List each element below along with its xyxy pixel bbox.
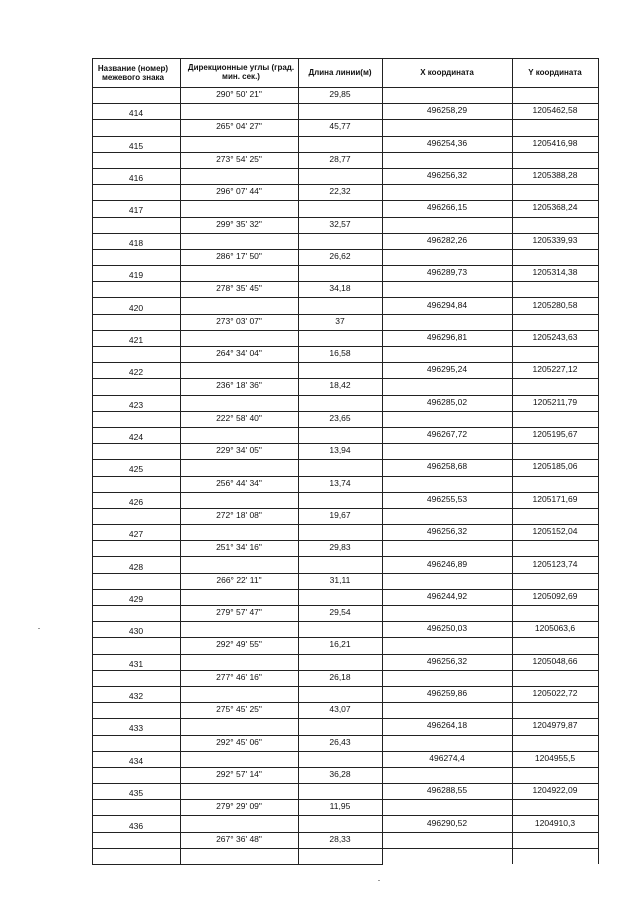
line-length: 29,83 (329, 542, 351, 552)
y-coordinate: 1205339,93 (532, 235, 578, 245)
row-line (92, 249, 599, 250)
x-coordinate: 496256,32 (426, 656, 468, 666)
header-divider (92, 87, 599, 88)
header-length: Длина линии(м) (308, 68, 372, 77)
y-coordinate: 1205152,04 (532, 526, 578, 536)
line-length: 26,62 (329, 251, 351, 261)
direction-angle: 299° 35' 32" (216, 219, 262, 229)
row-line (92, 686, 599, 687)
row-line (92, 718, 599, 719)
point-name: 422 (128, 367, 144, 377)
point-name: 432 (128, 691, 144, 701)
row-line (92, 751, 599, 752)
point-name: 425 (128, 464, 144, 474)
line-length: 16,58 (329, 348, 351, 358)
point-name: 427 (128, 529, 144, 539)
row-line (92, 702, 599, 703)
row-line (92, 654, 599, 655)
direction-angle: 292° 49' 55" (216, 639, 262, 649)
y-coordinate: 1205314,38 (532, 267, 578, 277)
y-coordinate: 1205195,67 (532, 429, 578, 439)
row-line (92, 411, 599, 412)
row-line (92, 492, 599, 493)
header-name: Название (номер) межевого знака (97, 64, 169, 82)
direction-angle: 292° 45' 06" (216, 737, 262, 747)
row-line (92, 832, 599, 833)
line-length: 11,95 (329, 801, 351, 811)
direction-angle: 236° 18' 36" (216, 380, 262, 390)
x-coordinate: 496294,84 (426, 300, 468, 310)
x-coordinate: 496285,02 (426, 397, 468, 407)
line-length: 34,18 (329, 283, 351, 293)
line-length: 18,42 (329, 380, 351, 390)
line-length: 13,74 (329, 478, 351, 488)
line-length: 43,07 (329, 704, 351, 714)
x-coordinate: 496264,18 (426, 720, 468, 730)
row-line (92, 670, 599, 671)
direction-angle: 277° 46' 16" (216, 672, 262, 682)
direction-angle: 279° 57' 47" (216, 607, 262, 617)
point-name: 419 (128, 270, 144, 280)
row-line (92, 637, 599, 638)
x-coordinate: 496256,32 (426, 526, 468, 536)
row-line (92, 297, 599, 298)
row-line (92, 815, 599, 816)
x-coordinate: 496250,03 (426, 623, 468, 633)
y-coordinate: 1204922,09 (532, 785, 578, 795)
x-coordinate: 496246,89 (426, 559, 468, 569)
x-coordinate: 496259,86 (426, 688, 468, 698)
column-line (598, 58, 599, 864)
y-coordinate: 1205227,12 (532, 364, 578, 374)
row-line (92, 605, 599, 606)
line-length: 32,57 (329, 219, 351, 229)
point-name: 436 (128, 821, 144, 831)
point-name: 430 (128, 626, 144, 636)
scan-speck (378, 880, 380, 881)
row-line (92, 524, 599, 525)
point-name: 415 (128, 141, 144, 151)
line-length: 13,94 (329, 445, 351, 455)
point-name: 418 (128, 238, 144, 248)
x-coordinate: 496290,52 (426, 818, 468, 828)
direction-angle: 222° 58' 40" (216, 413, 262, 423)
x-coordinate: 496267,72 (426, 429, 468, 439)
row-line (92, 540, 599, 541)
table-border-bottom (92, 864, 383, 865)
row-line (92, 136, 599, 137)
row-line (92, 168, 599, 169)
row-line (92, 184, 599, 185)
direction-angle: 264° 34' 04" (216, 348, 262, 358)
x-coordinate: 496289,73 (426, 267, 468, 277)
y-coordinate: 1205185,06 (532, 461, 578, 471)
x-coordinate: 496274,4 (429, 753, 465, 763)
row-line (92, 799, 599, 800)
x-coordinate: 496258,68 (426, 461, 468, 471)
row-line (92, 556, 599, 557)
line-length: 45,77 (329, 121, 351, 131)
y-coordinate: 1205092,69 (532, 591, 578, 601)
x-coordinate: 496258,29 (426, 105, 468, 115)
point-name: 423 (128, 400, 144, 410)
row-line (92, 265, 599, 266)
row-line (92, 233, 599, 234)
y-coordinate: 1205211,79 (532, 397, 578, 407)
direction-angle: 267° 36' 48" (216, 834, 262, 844)
row-line (92, 735, 599, 736)
row-line (92, 362, 599, 363)
direction-angle: 265° 04' 27" (216, 121, 262, 131)
row-line (92, 152, 599, 153)
row-line (92, 314, 599, 315)
row-line (92, 103, 599, 104)
point-name: 416 (128, 173, 144, 183)
y-coordinate: 1205048,66 (532, 656, 578, 666)
direction-angle: 256° 44' 34" (216, 478, 262, 488)
x-coordinate: 496288,55 (426, 785, 468, 795)
row-line (92, 200, 599, 201)
point-name: 429 (128, 594, 144, 604)
row-line (92, 395, 599, 396)
point-name: 414 (128, 108, 144, 118)
direction-angle: 278° 35' 45" (216, 283, 262, 293)
direction-angle: 275° 45' 25" (216, 704, 262, 714)
y-coordinate: 1205280,58 (532, 300, 578, 310)
direction-angle: 279° 29' 09" (216, 801, 262, 811)
scan-speck (38, 628, 40, 629)
row-line (92, 573, 599, 574)
table-border-top (92, 58, 599, 59)
header-angle: Дирекционные углы (град. мин. сек.) (187, 63, 295, 81)
row-line (92, 476, 599, 477)
line-length: 23,65 (329, 413, 351, 423)
direction-angle: 229° 34' 05" (216, 445, 262, 455)
x-coordinate: 496256,32 (426, 170, 468, 180)
y-coordinate: 1205243,63 (532, 332, 578, 342)
point-name: 417 (128, 205, 144, 215)
point-name: 434 (128, 756, 144, 766)
line-length: 19,67 (329, 510, 351, 520)
direction-angle: 273° 03' 07" (216, 316, 262, 326)
row-line (92, 346, 599, 347)
y-coordinate: 1205022,72 (532, 688, 578, 698)
direction-angle: 292° 57' 14" (216, 769, 262, 779)
line-length: 29,85 (329, 89, 351, 99)
x-coordinate: 496255,53 (426, 494, 468, 504)
direction-angle: 296° 07' 44" (216, 186, 262, 196)
row-line (92, 443, 599, 444)
point-name: 435 (128, 788, 144, 798)
point-name: 426 (128, 497, 144, 507)
row-line (92, 281, 599, 282)
point-name: 433 (128, 723, 144, 733)
x-coordinate: 496254,36 (426, 138, 468, 148)
point-name: 431 (128, 659, 144, 669)
line-length: 31,11 (329, 575, 351, 585)
point-name: 428 (128, 562, 144, 572)
direction-angle: 251° 34' 16" (216, 542, 262, 552)
direction-angle: 266° 22' 11" (216, 575, 262, 585)
row-line (92, 783, 599, 784)
point-name: 421 (128, 335, 144, 345)
line-length: 28,33 (329, 834, 351, 844)
row-line (92, 119, 599, 120)
line-length: 26,18 (329, 672, 351, 682)
row-line (92, 217, 599, 218)
line-length: 16,21 (329, 639, 351, 649)
y-coordinate: 1204979,87 (532, 720, 578, 730)
x-coordinate: 496244,92 (426, 591, 468, 601)
direction-angle: 290° 50' 21" (216, 89, 262, 99)
row-line (92, 330, 599, 331)
y-coordinate: 1205462,58 (532, 105, 578, 115)
point-name: 420 (128, 303, 144, 313)
row-line (92, 508, 599, 509)
row-line (92, 427, 599, 428)
x-coordinate: 496282,26 (426, 235, 468, 245)
line-length: 28,77 (329, 154, 351, 164)
direction-angle: 272° 18' 08" (216, 510, 262, 520)
direction-angle: 273° 54' 25" (216, 154, 262, 164)
line-length: 36,28 (329, 769, 351, 779)
line-length: 26,43 (329, 737, 351, 747)
point-name: 424 (128, 432, 144, 442)
y-coordinate: 1205388,28 (532, 170, 578, 180)
y-coordinate: 1205123,74 (532, 559, 578, 569)
y-coordinate: 1205368,24 (532, 202, 578, 212)
header-x: X координата (420, 68, 474, 77)
row-line (92, 621, 599, 622)
row-line (92, 378, 599, 379)
row-line (92, 589, 599, 590)
line-length: 29,54 (329, 607, 351, 617)
row-line (92, 459, 599, 460)
x-coordinate: 496295,24 (426, 364, 468, 374)
row-line (92, 767, 599, 768)
y-coordinate: 1204955,5 (534, 753, 576, 763)
y-coordinate: 1205171,69 (532, 494, 578, 504)
x-coordinate: 496296,81 (426, 332, 468, 342)
line-length: 37 (335, 316, 345, 326)
y-coordinate: 1204910,3 (534, 818, 576, 828)
y-coordinate: 1205063,6 (534, 623, 576, 633)
header-y: Y координата (528, 68, 582, 77)
row-line (92, 848, 599, 849)
x-coordinate: 496266,15 (426, 202, 468, 212)
y-coordinate: 1205416,98 (532, 138, 578, 148)
direction-angle: 286° 17' 50" (216, 251, 262, 261)
line-length: 22,32 (329, 186, 351, 196)
